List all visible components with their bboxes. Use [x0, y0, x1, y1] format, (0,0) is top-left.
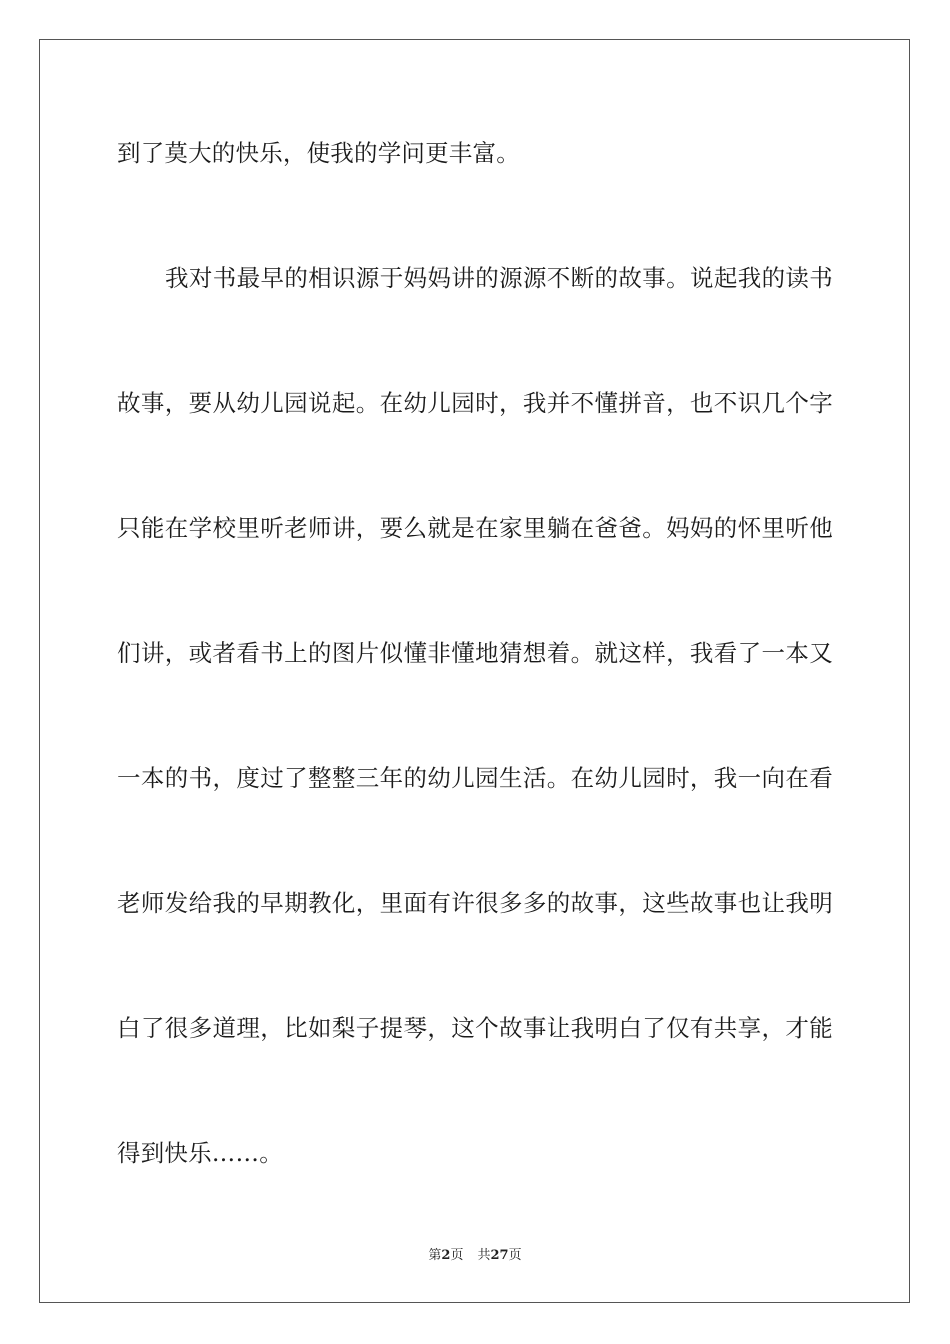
total-prefix: 共: [477, 1248, 491, 1263]
text-line-5: 们讲，或者看书上的图片似懂非懂地猜想着。就这样，我看了一本又: [117, 639, 833, 667]
text-line-3: 故事，要从幼儿园说起。在幼儿园时，我并不懂拼音，也不识几个字: [117, 389, 833, 417]
text-line-1: 到了莫大的快乐，使我的学问更丰富。: [117, 139, 520, 167]
page-suffix: 页: [450, 1248, 464, 1263]
page-prefix: 第: [428, 1248, 442, 1263]
total-suffix: 页: [508, 1248, 522, 1263]
text-line-2: 我对书最早的相识源于妈妈讲的源源不断的故事。说起我的读书: [165, 264, 833, 292]
page-number: 2: [441, 1248, 451, 1263]
total-pages: 27: [490, 1248, 509, 1263]
text-line-6: 一本的书，度过了整整三年的幼儿园生活。在幼儿园时，我一向在看: [117, 764, 833, 792]
page-border: [39, 39, 910, 1303]
text-line-7: 老师发给我的早期教化，里面有许很多多的故事，这些故事也让我明: [117, 889, 833, 917]
text-line-4: 只能在学校里听老师讲，要么就是在家里躺在爸爸。妈妈的怀里听他: [117, 514, 833, 542]
page-footer: [0, 1248, 950, 1264]
text-line-9: 得到快乐……。: [117, 1139, 283, 1167]
text-line-8: 白了很多道理，比如梨子提琴，这个故事让我明白了仅有共享，才能: [117, 1014, 833, 1042]
